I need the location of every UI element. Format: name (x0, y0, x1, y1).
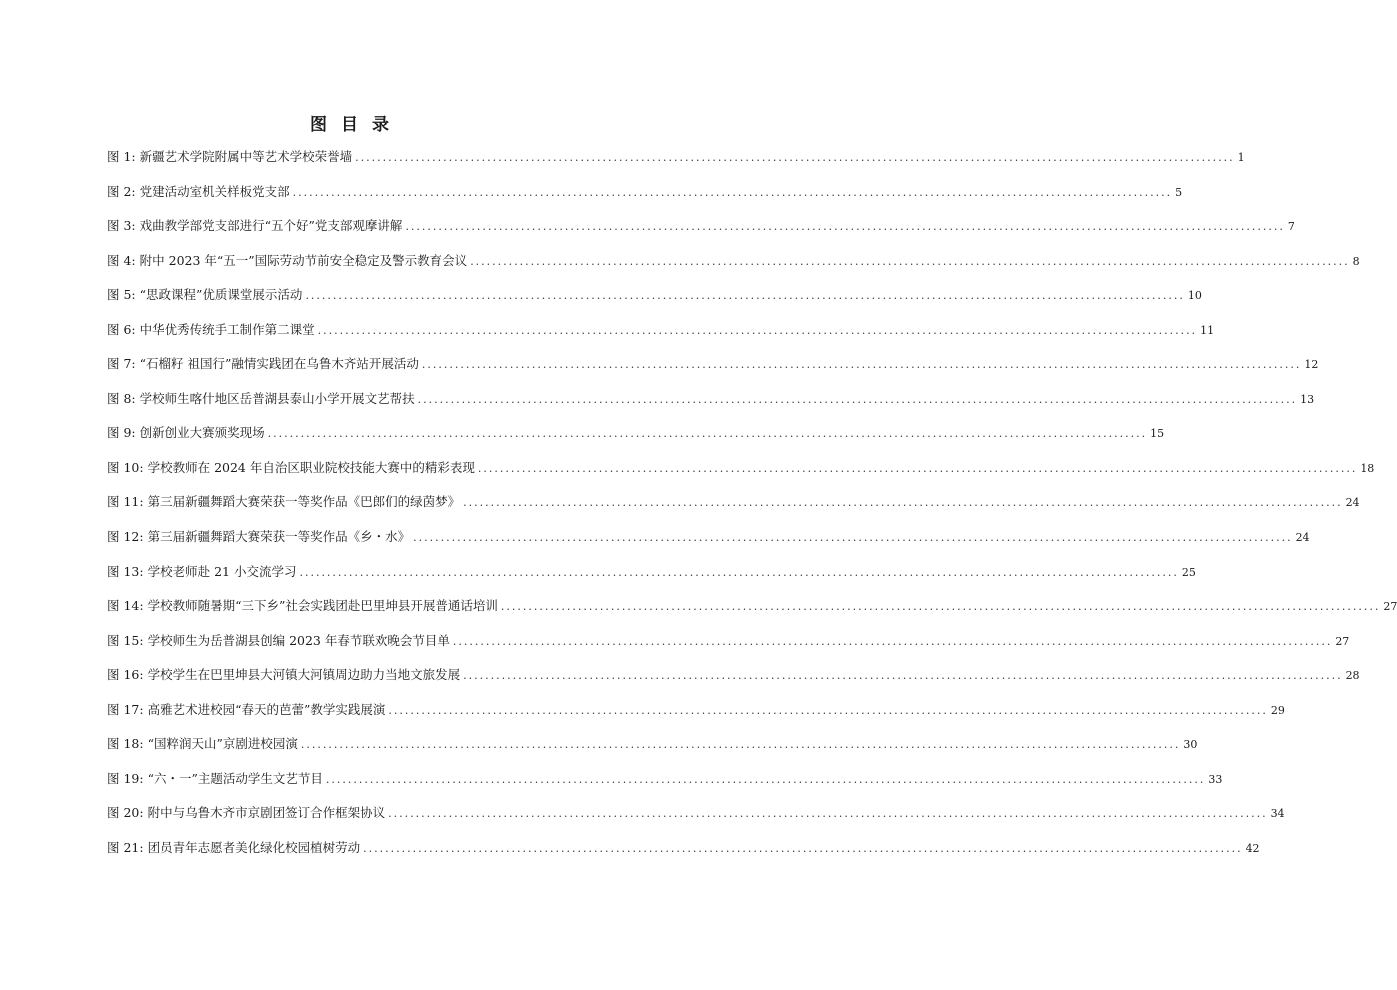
page-number: 13 (1300, 392, 1315, 406)
toc-entry[interactable] (107, 838, 1260, 873)
figure-caption: 附中与乌鲁木齐市京剧团签订合作框架协议 (147, 805, 386, 821)
page-number: 15 (1150, 427, 1165, 441)
toc-entry[interactable] (107, 389, 1315, 424)
page-number: 8 (1352, 254, 1360, 268)
toc-entry[interactable] (107, 182, 1183, 217)
dot-leader: ................................................................................................................................................................ (463, 496, 1343, 510)
toc-entry[interactable] (107, 285, 1202, 320)
figure-caption: 学校教师在 2024 年自治区职业院校技能大赛中的精彩表现 (147, 459, 475, 475)
toc-entry[interactable] (107, 734, 1198, 769)
figure-number: 图 9: (107, 425, 136, 441)
page-number: 7 (1287, 220, 1295, 234)
toc-entry[interactable] (107, 147, 1245, 182)
figure-caption: 学校教师随暑期“三下乡”社会实践团赴巴里坤县开展普通话培训 (147, 598, 498, 614)
page-number: 28 (1345, 669, 1360, 683)
figure-caption: 党建活动室机关样板党支部 (139, 183, 290, 199)
dot-leader: ................................................................................................................................................................ (299, 565, 1179, 579)
figure-number: 图 11: (107, 494, 144, 510)
figure-number: 图 21: (107, 839, 144, 855)
dot-leader: ................................................................................................................................................................ (477, 461, 1358, 475)
figure-caption: “石榴籽 祖国行”融情实践团在乌鲁木齐站开展活动 (139, 356, 419, 372)
page-number: 30 (1183, 738, 1198, 752)
figure-number: 图 19: (107, 770, 144, 786)
page-number: 11 (1200, 323, 1215, 337)
page-number: 1 (1237, 151, 1245, 164)
figure-caption: 第三届新疆舞蹈大赛荣获一等奖作品《巴郎们的绿茵梦》 (147, 494, 461, 510)
figure-number: 图 8: (107, 390, 136, 406)
page-number: 24 (1295, 531, 1310, 545)
figure-number: 图 10: (107, 459, 144, 475)
page-number: 42 (1245, 841, 1260, 855)
figure-caption: “六・一”主题活动学生文艺节目 (147, 770, 323, 786)
toc-entry[interactable] (107, 458, 1375, 493)
figure-number: 图 14: (107, 598, 144, 614)
figure-caption: 新疆艺术学院附属中等艺术学校荣誉墙 (139, 149, 353, 164)
toc-entry[interactable] (107, 251, 1360, 286)
page-number: 27 (1383, 600, 1397, 614)
figure-number: 图 17: (107, 701, 144, 717)
figure-number: 图 13: (107, 563, 144, 579)
toc-entry[interactable] (107, 562, 1196, 597)
figure-number: 图 4: (107, 252, 136, 268)
figure-caption: 团员青年志愿者美化绿化校园植树劳动 (147, 839, 361, 855)
figure-number: 图 15: (107, 632, 144, 648)
figure-caption: 戏曲教学部党支部进行“五个好”党支部观摩讲解 (139, 218, 403, 234)
page-number: 27 (1335, 634, 1350, 648)
page-number: 34 (1270, 807, 1285, 821)
figure-number: 图 5: (107, 287, 136, 303)
figure-number: 图 12: (107, 529, 144, 545)
figure-caption: “思政课程”优质课堂展示活动 (139, 287, 303, 303)
dot-leader: ................................................................................................................................................................ (355, 151, 1235, 164)
page-number: 25 (1181, 565, 1196, 579)
figure-number: 图 1: (107, 149, 136, 164)
page-title: 图目录 (310, 115, 403, 135)
toc-entry[interactable] (107, 769, 1223, 804)
figure-caption: 学校学生在巴里坤县大河镇大河镇周边助力当地文旅发展 (147, 667, 461, 683)
figure-list (107, 147, 1397, 872)
figure-number: 图 2: (107, 183, 136, 199)
dot-leader: ................................................................................................................................................................ (405, 220, 1285, 234)
dot-leader: ................................................................................................................................................................ (305, 289, 1185, 303)
page-number: 33 (1208, 772, 1223, 786)
toc-entry[interactable] (107, 803, 1285, 838)
page-number: 5 (1175, 185, 1183, 199)
figure-caption: 学校老师赴 21 小交流学习 (147, 563, 297, 579)
toc-entry[interactable] (107, 216, 1295, 251)
toc-entry[interactable] (107, 320, 1215, 355)
figure-number: 图 6: (107, 321, 136, 337)
figure-caption: 创新创业大赛颁奖现场 (139, 425, 265, 441)
page-number: 24 (1345, 496, 1360, 510)
page-number: 12 (1304, 358, 1319, 372)
page-number: 18 (1360, 461, 1375, 475)
dot-leader: ................................................................................................................................................................ (292, 185, 1173, 199)
figure-number: 图 7: (107, 356, 136, 372)
page-number: 29 (1270, 703, 1285, 717)
figure-caption: “国粹润天山”京剧进校园演 (147, 736, 298, 752)
figure-number: 图 16: (107, 667, 144, 683)
dot-leader: ................................................................................................................................................................ (388, 807, 1268, 821)
dot-leader: ................................................................................................................................................................ (452, 634, 1333, 648)
dot-leader: ................................................................................................................................................................ (417, 392, 1298, 406)
toc-entry[interactable] (107, 527, 1310, 562)
toc-entry[interactable] (107, 596, 1397, 631)
toc-entry[interactable] (107, 700, 1285, 735)
dot-leader: ................................................................................................................................................................ (500, 600, 1381, 614)
figure-number: 图 20: (107, 805, 144, 821)
figure-number: 图 18: (107, 736, 144, 752)
toc-entry[interactable] (107, 492, 1360, 527)
page-number: 10 (1187, 289, 1202, 303)
dot-leader: ................................................................................................................................................................ (363, 841, 1243, 855)
toc-entry[interactable] (107, 423, 1165, 458)
toc-entry[interactable] (107, 665, 1360, 700)
figure-caption: 中华优秀传统手工制作第二课堂 (139, 321, 315, 337)
dot-leader: ................................................................................................................................................................ (463, 669, 1343, 683)
dot-leader: ................................................................................................................................................................ (300, 738, 1181, 752)
dot-leader: ................................................................................................................................................................ (388, 703, 1268, 717)
figure-caption: 高雅艺术进校园“春天的芭蕾”教学实践展演 (147, 701, 386, 717)
dot-leader: ................................................................................................................................................................ (267, 427, 1148, 441)
toc-entry[interactable] (107, 354, 1319, 389)
dot-leader: ................................................................................................................................................................ (413, 531, 1293, 545)
figure-caption: 学校师生喀什地区岳普湖县泰山小学开展文艺帮扶 (139, 390, 415, 406)
figure-caption: 学校师生为岳普湖县创编 2023 年春节联欢晚会节目单 (147, 632, 450, 648)
toc-entry[interactable] (107, 631, 1350, 666)
figure-caption: 第三届新疆舞蹈大赛荣获一等奖作品《乡・水》 (147, 529, 411, 545)
figure-caption: 附中 2023 年“五一”国际劳动节前安全稳定及警示教育会议 (139, 252, 468, 268)
figure-number: 图 3: (107, 218, 136, 234)
dot-leader: ................................................................................................................................................................ (421, 358, 1302, 372)
dot-leader: ................................................................................................................................................................ (470, 254, 1350, 268)
dot-leader: ................................................................................................................................................................ (317, 323, 1198, 337)
dot-leader: ................................................................................................................................................................ (325, 772, 1206, 786)
